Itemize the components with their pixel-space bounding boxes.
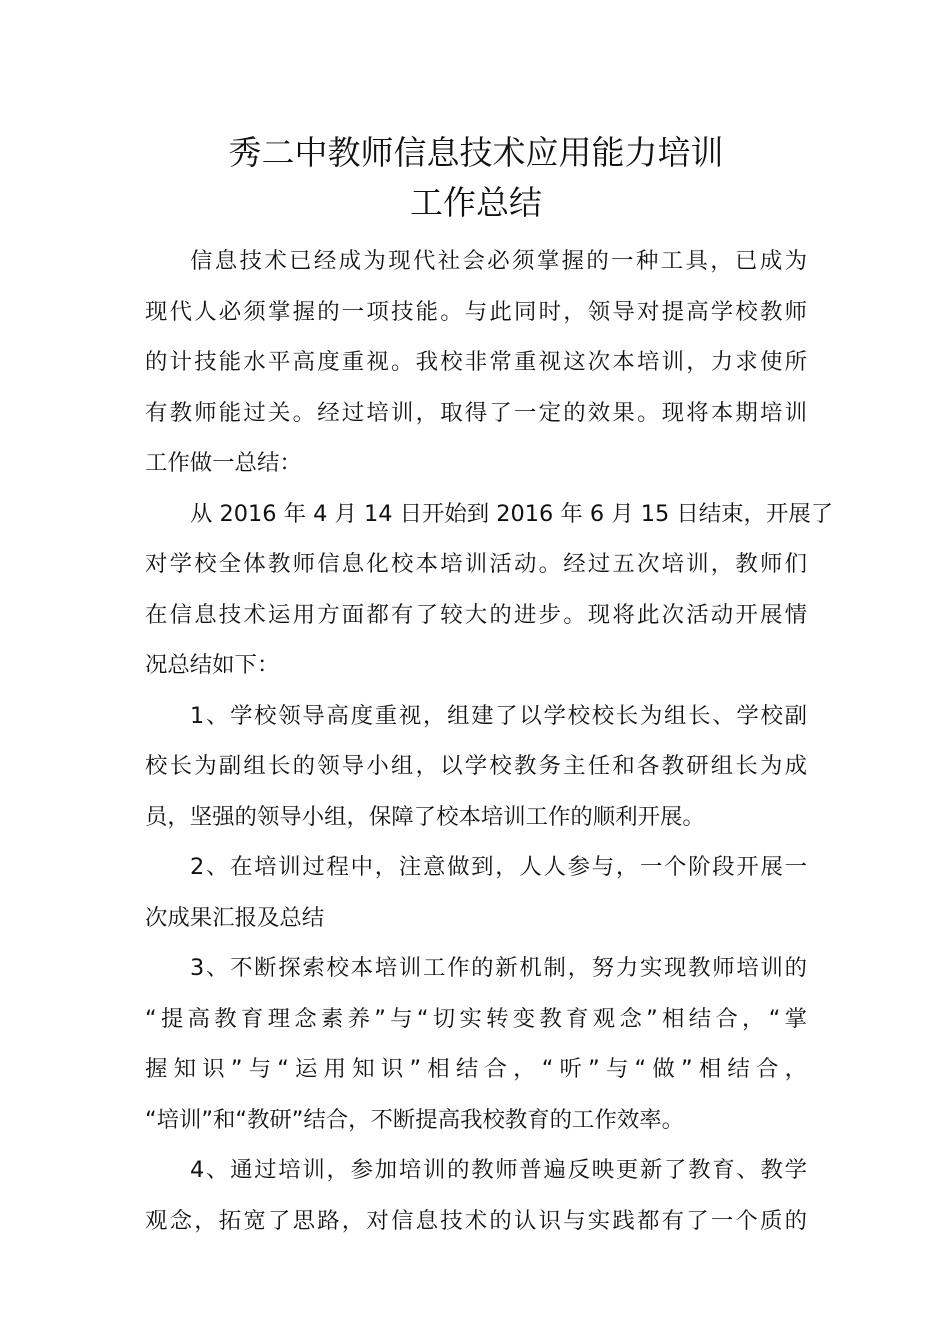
- document-body: [145, 236, 834, 1246]
- text-line: 况总结如下：: [145, 652, 280, 678]
- paragraph-item-1: [145, 691, 807, 843]
- document-content: [145, 128, 834, 1246]
- paragraph-item-4: [145, 1145, 807, 1246]
- text-line: 观念，拓宽了思路，对信息技术的认识与实践都有了一个质的: [145, 1207, 807, 1234]
- text-line: 信息技术已经成为现代社会必须掌握的一种工具，已成为: [190, 248, 807, 274]
- text-line: 的计技能水平高度重视。我校非常重视这次本培训，力求使所: [145, 349, 807, 375]
- document-title: [145, 128, 807, 228]
- text-line: 现代人必须掌握的一项技能。与此同时，领导对提高学校教师: [145, 298, 807, 325]
- text-line: “培训”和“教研”结合，不断提高我校教育的工作效率。: [145, 1106, 684, 1133]
- text-line: 对学校全体教师信息化校本培训活动。经过五次培训，教师们: [145, 551, 807, 577]
- text-line: 握知识”与“运用知识”相结合，“听”与“做”相结合，: [145, 1056, 807, 1082]
- text-line: 从 2016 年 4 月 14 日开始到 2016 年 6 月 15 日结束，开展了: [190, 500, 834, 527]
- title-line-2: 工作总结: [410, 183, 542, 222]
- paragraph-intro: [145, 236, 807, 489]
- text-line: 在信息技术运用方面都有了较大的进步。现将此次活动开展情: [145, 601, 807, 628]
- text-line: “提高教育理念素养”与“切实转变教育观念”相结合，“掌: [145, 1005, 807, 1032]
- text-line: 工作做一总结：: [145, 450, 302, 476]
- paragraph-item-2: [145, 842, 807, 943]
- text-line: 校长为副组长的领导小组，以学校教务主任和各教研组长为成: [145, 753, 807, 779]
- text-line: 4、通过培训，参加培训的教师普遍反映更新了教育、教学: [190, 1157, 807, 1183]
- text-line: 3、不断探索校本培训工作的新机制，努力实现教师培训的: [190, 955, 807, 981]
- text-line: 员，坚强的领导小组，保障了校本培训工作的顺利开展。: [145, 803, 705, 830]
- text-line: 1、学校领导高度重视，组建了以学校校长为组长、学校副: [190, 702, 807, 729]
- paragraph-timeline: [145, 489, 834, 691]
- text-line: 次成果汇报及总结: [145, 904, 325, 931]
- text-line: 有教师能过关。经过培训，取得了一定的效果。现将本期培训: [145, 399, 807, 426]
- text-line: 2、在培训过程中，注意做到，人人参与，一个阶段开展一: [190, 854, 807, 880]
- paragraph-item-3: [145, 943, 807, 1145]
- title-line-1: 秀二中教师信息技术应用能力培训: [228, 133, 724, 172]
